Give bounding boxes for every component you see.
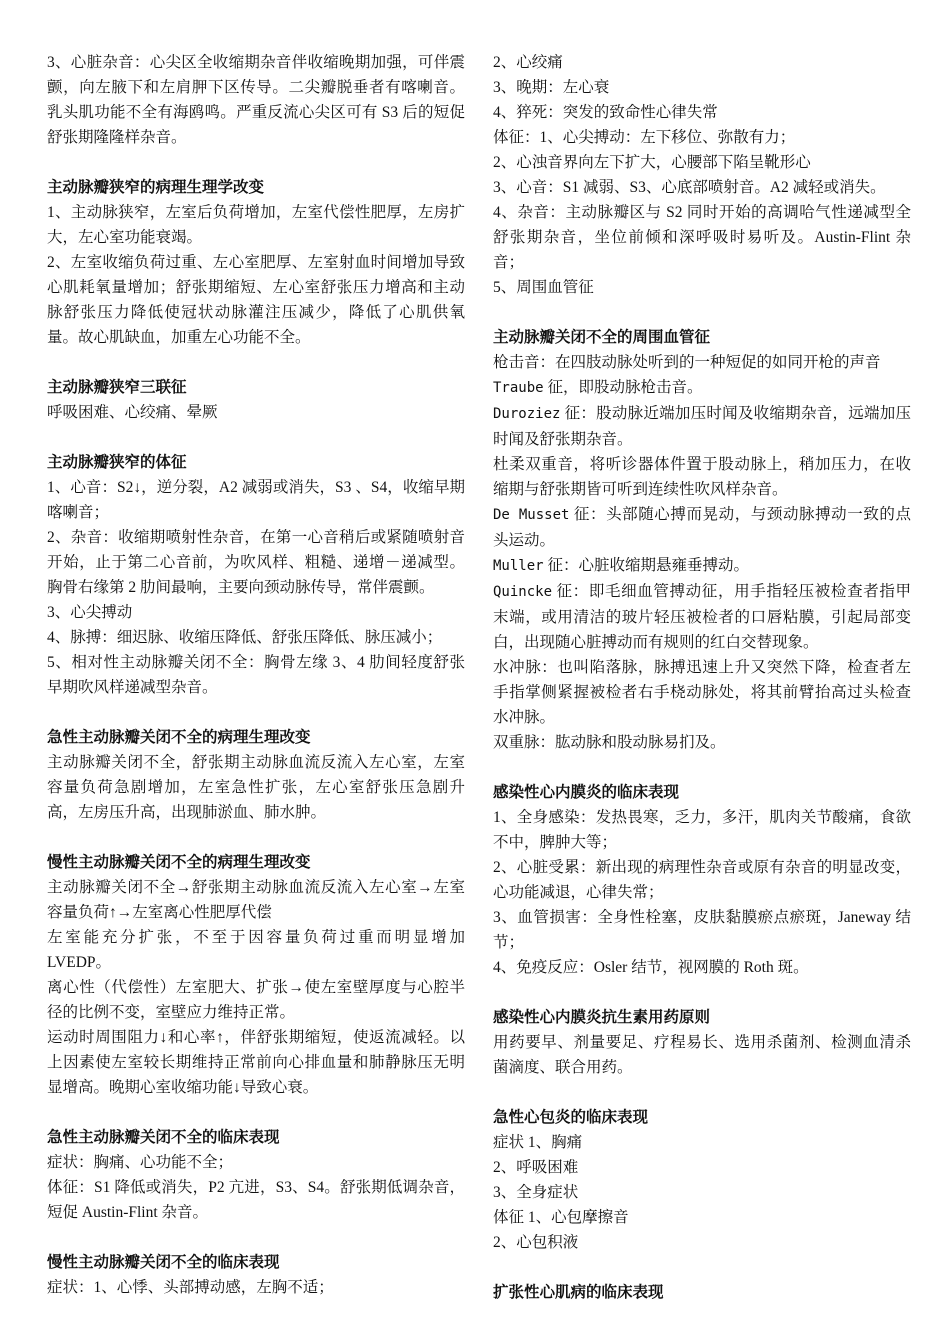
paragraph: 主动脉瓣关闭不全，舒张期主动脉血流反流入左心室，左室容量负荷急剧增加，左室急性扩张，左心室舒张压急剧升高，左房压升高，出现肺淤血、肺水肿。 (47, 754, 465, 821)
paragraph-text: 征，即股动脉枪击音。 (543, 379, 703, 396)
paragraph: 3、晚期：左心衰 (493, 79, 610, 96)
paragraph: 4、免疫反应：Osler 结节，视网膜的 Roth 斑。 (493, 959, 809, 976)
paragraph: 2、心包积液 (493, 1234, 579, 1251)
paragraph: 3、心脏杂音：心尖区全收缩期杂音伴收缩晚期加强，可伴震颤，向左腋下和左肩胛下区传导。二尖瓣脱垂者有喀喇音。乳头肌功能不全有海鸥鸣。严重反流心尖区可有 S3 后的短促舒张期隆隆样杂音。 (47, 54, 465, 146)
section-heading: 主动脉瓣狭窄三联征 (47, 379, 187, 396)
paragraph (493, 502, 911, 553)
section-heading: 急性心包炎的临床表现 (493, 1109, 649, 1126)
paragraph: 体征：1、心尖搏动：左下移位、弥散有力； (493, 129, 796, 146)
paragraph: 1、主动脉狭窄，左室后负荷增加，左室代偿性肥厚，左房扩大，左心室功能衰竭。 (47, 204, 465, 246)
section-heading: 慢性主动脉瓣关闭不全的临床表现 (47, 1254, 280, 1271)
section-heading: 主动脉瓣关闭不全的周围血管征 (493, 329, 711, 346)
paragraph: 症状 1、胸痛 (493, 1134, 583, 1151)
section-heading: 感染性心内膜炎抗生素用药原则 (493, 1009, 711, 1026)
paragraph: 症状：胸痛、心功能不全； (47, 1154, 234, 1171)
section-heading: 急性主动脉瓣关闭不全的临床表现 (47, 1129, 280, 1146)
paragraph: 水冲脉：也叫陷落脉，脉搏迅速上升又突然下降，检查者左手指掌侧紧握被检者右手桡动脉处，将其前臂抬高过头检查水冲脉。 (493, 659, 911, 726)
section-heading: 主动脉瓣狭窄的病理生理学改变 (47, 179, 265, 196)
paragraph: 4、猝死：突发的致命性心律失常 (493, 104, 718, 121)
paragraph: 1、全身感染：发热畏寒，乏力，多汗，肌肉关节酸痛，食欲不中，脾肿大等； (493, 809, 911, 851)
paragraph: 2、心脏受累：新出现的病理性杂音或原有杂音的明显改变，心功能减退，心律失常； (493, 859, 911, 901)
section-heading: 慢性主动脉瓣关闭不全的病理生理改变 (47, 854, 311, 871)
paragraph: 2、心绞痛 (493, 54, 563, 71)
section-heading: 感染性心内膜炎的临床表现 (493, 784, 680, 801)
paragraph (493, 401, 911, 452)
right-column (493, 50, 911, 1305)
paragraph: 主动脉瓣关闭不全→舒张期主动脉血流反流入左心室→左室容量负荷↑→左室离心性肥厚代偿 (47, 879, 465, 921)
paragraph: 呼吸困难、心绞痛、晕厥 (47, 404, 218, 421)
paragraph: 3、全身症状 (493, 1184, 579, 1201)
paragraph-text: 征：头部随心搏而晃动，与颈动脉搏动一致的点头运动。 (493, 506, 912, 549)
paragraph: 双重脉：肱动脉和股动脉易扪及。 (493, 734, 726, 751)
paragraph: 左室能充分扩张，不至于因容量负荷过重而明显增加 LVEDP。 (47, 929, 465, 971)
section-heading: 主动脉瓣狭窄的体征 (47, 454, 187, 471)
paragraph: 5、相对性主动脉瓣关闭不全：胸骨左缘 3、4 肋间轻度舒张早期吹风样递减型杂音。 (47, 654, 465, 696)
eponym-term: Muller (493, 558, 544, 574)
paragraph: 体征：S1 降低或消失，P2 亢进，S3、S4。舒张期低调杂音，短促 Austin-Flint 杂音。 (47, 1179, 465, 1221)
paragraph: 用药要早、剂量要足、疗程易长、选用杀菌剂、检测血清杀菌滴度、联合用药。 (493, 1034, 911, 1076)
paragraph (493, 553, 911, 579)
paragraph: 3、血管损害：全身性栓塞，皮肤黏膜瘀点瘀斑，Janeway 结节； (493, 909, 911, 951)
paragraph-text: 征：股动脉近端加压时闻及收缩期杂音，远端加压时闻及舒张期杂音。 (493, 405, 911, 448)
eponym-term: De Musset (493, 507, 570, 523)
paragraph-text: 征：心脏收缩期悬雍垂搏动。 (543, 557, 749, 574)
paragraph: 4、脉搏：细迟脉、收缩压降低、舒张压降低、脉压减小； (47, 629, 443, 646)
paragraph: 2、呼吸困难 (493, 1159, 579, 1176)
paragraph: 4、杂音：主动脉瓣区与 S2 同时开始的高调哈气性递减型全舒张期杂音，坐位前倾和深呼吸时易听及。Austin-Flint 杂音； (493, 204, 911, 271)
section-heading: 急性主动脉瓣关闭不全的病理生理改变 (47, 729, 311, 746)
paragraph: 5、周围血管征 (493, 279, 594, 296)
paragraph: 3、心尖搏动 (47, 604, 133, 621)
paragraph: 症状：1、心悸、头部搏动感，左胸不适； (47, 1279, 334, 1296)
paragraph: 2、杂音：收缩期喷射性杂音，在第一心音稍后或紧随喷射音开始，止于第二心音前，为吹风样、粗糙、递增－递减型。胸骨右缘第 2 肋间最响，主要向颈动脉传导，常伴震颤。 (47, 529, 465, 596)
paragraph (493, 579, 911, 655)
paragraph: 1、心音：S2↓，逆分裂，A2 减弱或消失，S3 、S4，收缩早期喀喇音； (47, 479, 465, 521)
paragraph: 杜柔双重音，将听诊器体件置于股动脉上，稍加压力，在收缩期与舒张期皆可听到连续性吹风样杂音。 (493, 456, 911, 498)
paragraph: 2、左室收缩负荷过重、左心室肥厚、左室射血时间增加导致心肌耗氧量增加；舒张期缩短、左心室舒张压力增高和主动脉舒张压力降低使冠状动脉灌注压减少，降低了心肌供氧量。故心肌缺血，加重左心功能不全。 (47, 254, 465, 346)
paragraph (493, 375, 911, 401)
paragraph: 枪击音：在四肢动脉处听到的一种短促的如同开枪的声音 (493, 354, 881, 371)
paragraph: 2、心浊音界向左下扩大，心腰部下陷呈靴形心 (493, 154, 811, 171)
paragraph: 运动时周围阻力↓和心率↑，伴舒张期缩短，使返流减轻。以上因素使左室较长期维持正常前向心排血量和肺静脉压无明显增高。晚期心室收缩功能↓导致心衰。 (47, 1029, 465, 1096)
eponym-term: Quincke (493, 584, 553, 600)
left-column (47, 50, 465, 1300)
eponym-term: Duroziez (493, 406, 561, 422)
section-heading: 扩张性心肌病的临床表现 (493, 1284, 664, 1301)
paragraph: 3、心音：S1 减弱、S3、心底部喷射音。A2 减轻或消失。 (493, 179, 886, 196)
paragraph-text: 征：即毛细血管搏动征，用手指轻压被检查者指甲末端，或用清洁的玻片轻压被检者的口唇粘膜，引起局部变白，出现随心脏搏动而有规则的红白交替现象。 (493, 583, 911, 651)
paragraph: 体征 1、心包摩擦音 (493, 1209, 629, 1226)
paragraph: 离心性（代偿性）左室肥大、扩张→使左室壁厚度与心腔半径的比例不变，室壁应力维持正常。 (47, 979, 465, 1021)
eponym-term: Traube (493, 380, 544, 396)
